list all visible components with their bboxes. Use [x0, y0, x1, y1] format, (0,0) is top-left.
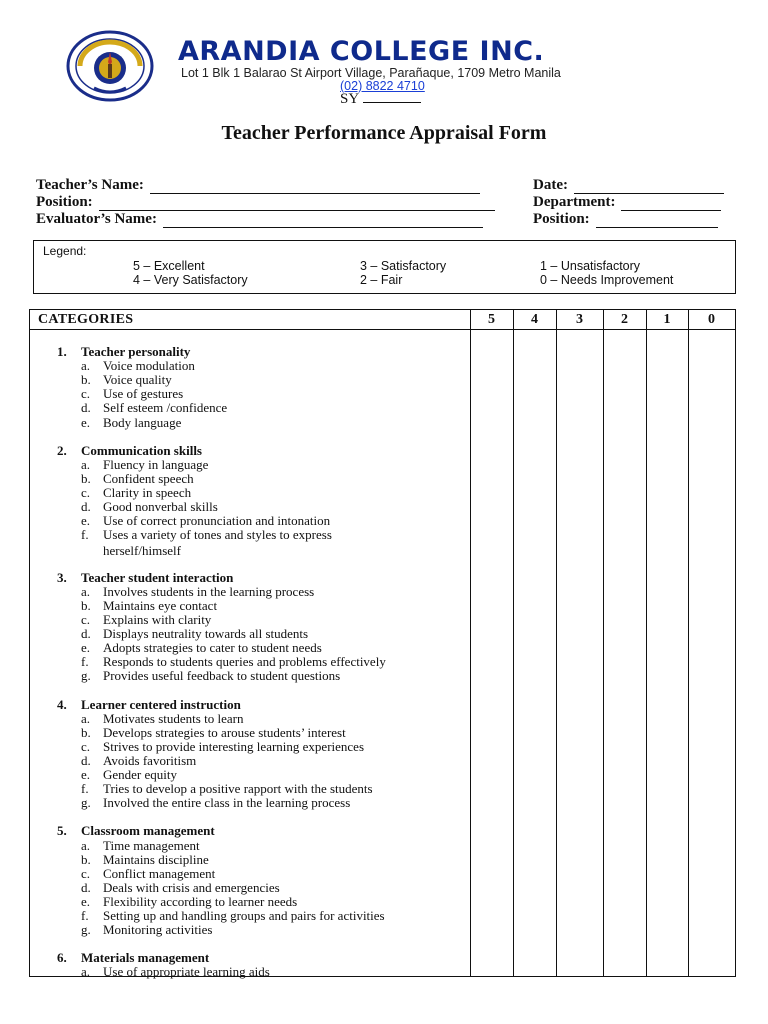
- criterion-text: Maintains eye contact: [103, 597, 218, 613]
- section-number: 5.: [57, 823, 67, 839]
- department-field: [533, 194, 721, 211]
- evaluator-name-blank[interactable]: [163, 215, 483, 228]
- criterion-text-continued: herself/himself: [103, 543, 181, 559]
- section-title-text: Materials management: [81, 950, 210, 966]
- criterion-text: Displays neutrality towards all students: [103, 626, 309, 641]
- criterion-item: [81, 922, 212, 938]
- column-divider: [688, 310, 689, 976]
- criterion-text: Flexibility according to learner needs: [103, 893, 298, 909]
- legend-item: 2 – Fair: [360, 273, 403, 287]
- criterion-letter: a.: [81, 964, 91, 980]
- criterion-item: [81, 964, 270, 980]
- criterion-letter: g.: [81, 795, 91, 811]
- evaluator-name-label: Evaluator’s Name:: [36, 211, 157, 227]
- criterion-item: [81, 527, 332, 559]
- criterion-letter: c.: [81, 865, 91, 881]
- criterion-text: Deals with crisis and emergencies: [103, 879, 280, 895]
- column-divider: [603, 310, 604, 976]
- criterion-letter: g.: [81, 668, 91, 684]
- criterion-letter: e.: [81, 640, 91, 656]
- legend-item: 0 – Needs Improvement: [540, 273, 674, 287]
- criterion-letter: e.: [81, 893, 91, 909]
- criterion-letter: d.: [81, 499, 91, 515]
- criterion-letter: e.: [81, 767, 91, 782]
- criterion-letter: c.: [81, 485, 91, 500]
- criterion-letter: a.: [81, 358, 91, 374]
- college-seal-logo: [66, 30, 154, 102]
- score-header-5: 5: [488, 312, 495, 327]
- criterion-letter: c.: [81, 611, 91, 627]
- criterion-letter: f.: [81, 527, 89, 543]
- criterion-text: Confident speech: [103, 470, 194, 486]
- categories-header: CATEGORIES: [38, 312, 134, 327]
- criterion-text: Monitoring activities: [103, 922, 213, 938]
- position2-blank[interactable]: [596, 215, 718, 228]
- appraisal-table: [29, 309, 736, 980]
- section-title-text: Teacher personality: [81, 344, 191, 359]
- criterion-text: Voice modulation: [103, 358, 195, 374]
- criterion-text: Clarity in speech: [103, 485, 192, 500]
- score-header-4: 4: [531, 312, 538, 327]
- section-title-text: Learner centered instruction: [81, 696, 241, 712]
- criterion-text: Uses a variety of tones and styles to express: [103, 527, 332, 543]
- position-label: Position:: [36, 194, 93, 210]
- teacher-name-blank[interactable]: [150, 181, 480, 194]
- criterion-text: Time management: [103, 837, 200, 853]
- column-divider: [513, 310, 514, 976]
- score-header-3: 3: [576, 312, 583, 327]
- criterion-letter: a.: [81, 583, 91, 599]
- criterion-letter: c.: [81, 738, 91, 754]
- department-label: Department:: [533, 194, 616, 210]
- teacher-name-label: Teacher’s Name:: [36, 177, 144, 193]
- criterion-text: Use of appropriate learning aids: [103, 964, 270, 980]
- section-number: 6.: [57, 950, 67, 966]
- column-divider: [470, 310, 471, 976]
- criterion-item: [81, 668, 340, 684]
- score-header-2: 2: [621, 312, 628, 327]
- criterion-text: Self esteem /confidence: [103, 400, 228, 416]
- section-title-text: Teacher student interaction: [81, 569, 234, 585]
- criterion-letter: a.: [81, 837, 91, 853]
- criterion-text: Avoids favoritism: [103, 752, 197, 768]
- legend-title: Legend:: [43, 244, 87, 258]
- criterion-text: Good nonverbal skills: [103, 499, 218, 515]
- criterion-letter: e.: [81, 513, 91, 529]
- criterion-item: [81, 415, 181, 431]
- criterion-text: Conflict management: [103, 865, 216, 881]
- criterion-letter: e.: [81, 414, 91, 430]
- form-title: Teacher Performance Appraisal Form: [221, 122, 547, 144]
- criterion-letter: b.: [81, 724, 91, 740]
- criterion-text: Maintains discipline: [103, 851, 209, 867]
- criterion-text: Voice quality: [103, 372, 172, 388]
- school-year-blank[interactable]: [363, 91, 421, 103]
- column-divider: [646, 310, 647, 976]
- column-divider: [556, 310, 557, 976]
- criterion-letter: f.: [81, 781, 89, 797]
- criterion-text: Motivates students to learn: [103, 710, 244, 726]
- position-blank[interactable]: [99, 198, 495, 211]
- criterion-letter: d.: [81, 400, 91, 416]
- criterion-letter: c.: [81, 386, 91, 402]
- school-year-field: [340, 91, 421, 108]
- rating-legend: [33, 240, 736, 294]
- section-number: 2.: [57, 442, 67, 458]
- criterion-text: Adopts strategies to cater to student needs: [103, 640, 322, 656]
- criterion-text: Involved the entire class in the learning process: [103, 795, 351, 811]
- section-number: 4.: [57, 696, 67, 712]
- criterion-text: Gender equity: [103, 767, 178, 782]
- score-header-1: 1: [663, 312, 671, 327]
- criterion-text: Explains with clarity: [103, 611, 212, 627]
- section-number: 3.: [57, 569, 67, 585]
- legend-item: 3 – Satisfactory: [360, 259, 447, 273]
- criterion-letter: f.: [81, 908, 89, 923]
- school-address: Lot 1 Blk 1 Balarao St Airport Village, Parañaque, 1709 Metro Manila: [181, 66, 561, 80]
- legend-item: 5 – Excellent: [133, 259, 205, 273]
- criterion-text: Involves students in the learning process: [103, 583, 315, 599]
- criterion-letter: a.: [81, 710, 91, 726]
- position2-label: Position:: [533, 211, 590, 227]
- criterion-letter: d.: [81, 626, 91, 641]
- criterion-text: Responds to students queries and problems effectively: [103, 654, 386, 670]
- date-label: Date:: [533, 177, 568, 193]
- criterion-letter: g.: [81, 922, 91, 938]
- criterion-text: Setting up and handling groups and pairs for activities: [103, 908, 385, 923]
- department-blank[interactable]: [621, 198, 721, 211]
- criterion-text: Provides useful feedback to student questions: [103, 668, 341, 684]
- school-year-label: SY: [340, 91, 360, 107]
- phone-link[interactable]: (02) 8822 4710: [340, 79, 425, 93]
- criterion-text: Fluency in language: [103, 456, 209, 472]
- legend-item: 4 – Very Satisfactory: [133, 273, 248, 287]
- criterion-text: Strives to provide interesting learning experiences: [103, 738, 365, 754]
- criterion-letter: b.: [81, 597, 91, 613]
- criterion-letter: b.: [81, 851, 91, 867]
- criterion-letter: d.: [81, 879, 91, 895]
- criterion-letter: b.: [81, 470, 91, 486]
- criterion-text: Body language: [103, 414, 182, 430]
- legend-item: 1 – Unsatisfactory: [540, 259, 641, 273]
- criterion-text: Develops strategies to arouse students’ interest: [103, 724, 346, 740]
- criterion-letter: b.: [81, 372, 91, 388]
- date-field: [533, 177, 724, 194]
- section-title-text: Classroom management: [81, 823, 215, 839]
- date-blank[interactable]: [574, 181, 724, 194]
- score-header-0: 0: [708, 312, 715, 327]
- criterion-text: Tries to develop a positive rapport with the students: [103, 781, 373, 797]
- criterion-letter: d.: [81, 752, 91, 768]
- section-title-text: Communication skills: [81, 442, 202, 458]
- criterion-letter: f.: [81, 654, 89, 670]
- criterion-letter: a.: [81, 456, 91, 472]
- section-number: 1.: [57, 344, 67, 359]
- criterion-item: [81, 795, 350, 811]
- position-field: [36, 194, 495, 211]
- criterion-text: Use of correct pronunciation and intonation: [103, 513, 331, 529]
- evaluator-name-field: [36, 211, 483, 228]
- criterion-text: Use of gestures: [103, 386, 184, 402]
- school-name: ARANDIA COLLEGE INC.: [178, 36, 545, 67]
- position2-field: [533, 211, 718, 228]
- teacher-name-field: [36, 177, 480, 194]
